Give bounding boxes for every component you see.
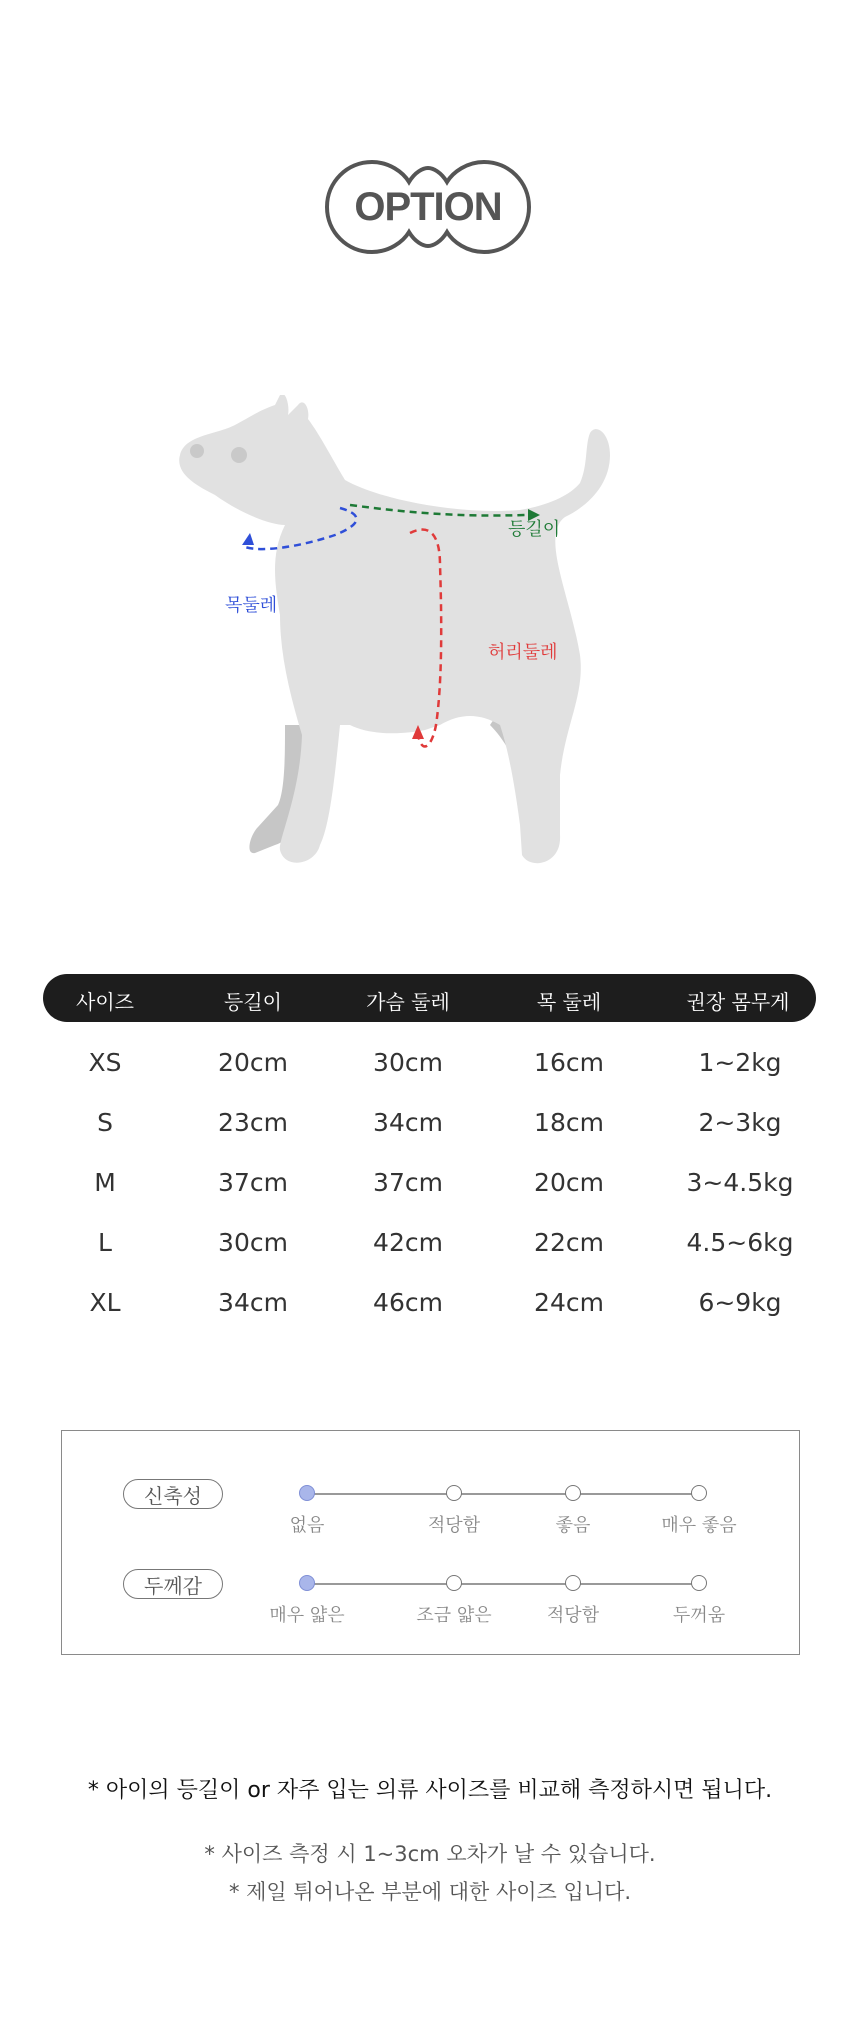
cell-back-length: 37cm	[218, 1168, 288, 1197]
measure-point-note: * 제일 튀어나온 부분에 대한 사이즈 입니다.	[228, 1880, 632, 1904]
cell-back-length: 23cm	[218, 1108, 288, 1137]
elasticity-dot-1[interactable]	[446, 1485, 462, 1501]
table-row	[43, 1048, 816, 1088]
cell-size: XL	[89, 1288, 121, 1317]
cell-chest: 46cm	[373, 1288, 443, 1317]
size-table-header	[43, 974, 816, 1022]
attr-name-elasticity: 신축성	[123, 1479, 223, 1509]
cell-weight: 2~3kg	[698, 1108, 782, 1137]
thickness-option-label: 매우 얇은	[269, 1605, 345, 1626]
cell-size: XS	[88, 1048, 122, 1077]
option-badge	[323, 158, 533, 256]
elasticity-option-label: 좋음	[555, 1515, 591, 1536]
cell-neck: 18cm	[534, 1108, 604, 1137]
tolerance-note: * 사이즈 측정 시 1~3cm 오차가 날 수 있습니다.	[204, 1842, 656, 1866]
header-neck: 목 둘레	[536, 990, 602, 1014]
cell-back-length: 30cm	[218, 1228, 288, 1257]
header-weight: 권장 몸무게	[686, 990, 790, 1014]
back-length-label: 등길이	[508, 519, 561, 540]
cell-size: L	[98, 1228, 112, 1257]
table-row	[43, 1288, 816, 1328]
measure-instruction: * 아이의 등길이 or 자주 입는 의류 사이즈를 비교해 측정하시면 됩니다.	[87, 1778, 773, 1803]
waist-label: 허리둘레	[488, 642, 558, 663]
elasticity-dot-0[interactable]	[299, 1485, 315, 1501]
cell-weight: 3~4.5kg	[686, 1168, 794, 1197]
cell-neck: 24cm	[534, 1288, 604, 1317]
thickness-option-label: 두꺼움	[672, 1605, 726, 1626]
table-row	[43, 1168, 816, 1208]
thickness-dot-3[interactable]	[691, 1575, 707, 1591]
neck-label: 목둘레	[225, 595, 278, 616]
cell-chest: 42cm	[373, 1228, 443, 1257]
elasticity-option-label: 매우 좋음	[661, 1515, 737, 1536]
dog-illustration	[160, 395, 720, 895]
cell-neck: 22cm	[534, 1228, 604, 1257]
thickness-dot-0[interactable]	[299, 1575, 315, 1591]
fabric-attributes-box	[61, 1430, 800, 1655]
thickness-dot-1[interactable]	[446, 1575, 462, 1591]
elasticity-scale-line	[307, 1493, 699, 1495]
attr-name-thickness: 두께감	[123, 1569, 223, 1599]
elasticity-dot-2[interactable]	[565, 1485, 581, 1501]
cell-weight: 4.5~6kg	[686, 1228, 794, 1257]
cell-back-length: 34cm	[218, 1288, 288, 1317]
badge-text: OPTION	[354, 184, 502, 229]
header-chest: 가슴 둘레	[366, 990, 450, 1014]
header-size: 사이즈	[76, 990, 134, 1014]
dog-measure-diagram	[160, 395, 720, 895]
thickness-scale-line	[307, 1583, 699, 1585]
thickness-dot-2[interactable]	[565, 1575, 581, 1591]
cell-back-length: 20cm	[218, 1048, 288, 1077]
elasticity-option-label: 적당함	[427, 1515, 481, 1536]
elasticity-option-label: 없음	[289, 1515, 325, 1536]
header-back-length: 등길이	[224, 990, 282, 1014]
cell-size: S	[97, 1108, 113, 1137]
cell-size: M	[94, 1168, 116, 1197]
cell-neck: 16cm	[534, 1048, 604, 1077]
thickness-option-label: 적당함	[546, 1605, 600, 1626]
thickness-option-label: 조금 얇은	[416, 1605, 492, 1626]
table-row	[43, 1108, 816, 1148]
elasticity-dot-3[interactable]	[691, 1485, 707, 1501]
cell-neck: 20cm	[534, 1168, 604, 1197]
cell-chest: 34cm	[373, 1108, 443, 1137]
table-row	[43, 1228, 816, 1268]
cell-weight: 6~9kg	[698, 1288, 782, 1317]
size-table-body	[43, 1030, 816, 1330]
cell-weight: 1~2kg	[698, 1048, 782, 1077]
cell-chest: 37cm	[373, 1168, 443, 1197]
cell-chest: 30cm	[373, 1048, 443, 1077]
